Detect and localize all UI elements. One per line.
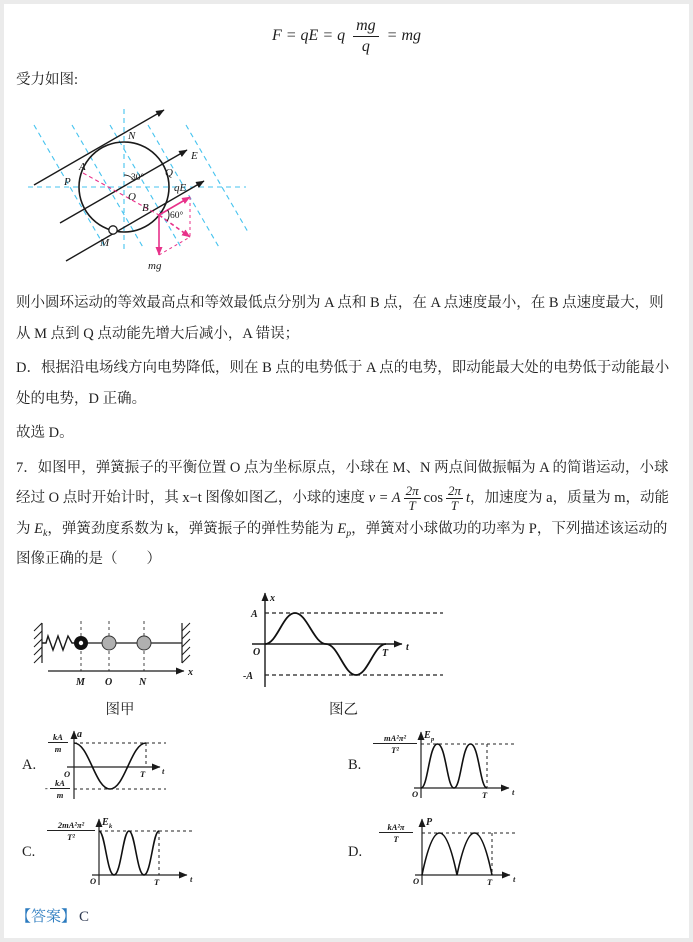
option-c-axis-base: E: [102, 816, 109, 828]
option-c-curve: [99, 831, 159, 875]
figure-yi: [236, 587, 451, 719]
option-c-period: T: [154, 876, 160, 887]
options-row-2: [16, 813, 677, 893]
q7-velocity-lead: v = A: [368, 490, 401, 507]
option-c-graph: [43, 813, 218, 893]
q7-frac2-num: 2π: [448, 482, 462, 498]
analysis-paragraph-d: D．根据沿电场线方向电势降低，则在 B 点的电势低于 A 点的电势，即动能最大处的电势低于动能最小处的电势，D 正确。: [16, 360, 670, 407]
option-c-dashed-lines: [99, 831, 193, 875]
option-b-label: B.: [348, 757, 362, 774]
option-b-period: T: [482, 789, 488, 800]
yi-nega-label: -A: [243, 670, 253, 682]
q7-ek-symbol: [34, 521, 47, 537]
jia-m-label: M: [76, 676, 85, 688]
option-d-axis-label: P: [426, 816, 433, 828]
formula-top-tail: = mg: [386, 27, 422, 45]
option-c-axis-sub: k: [109, 822, 113, 830]
option-d-graph: [370, 813, 545, 893]
option-c-label: C.: [22, 844, 36, 861]
answer-line: [16, 905, 677, 926]
bead-at-m: [109, 226, 117, 234]
formula-top-lead: F = qE = q: [271, 27, 346, 45]
q7-ep-base: E: [337, 520, 347, 537]
q7-text-2: ，加速度为 a，质量为 m，动能为: [16, 490, 670, 537]
option-a-ymin-den: m: [56, 789, 64, 800]
q7-ek-sub: k: [42, 527, 48, 539]
option-b-origin: O: [412, 788, 419, 799]
label-angle-30: 30°: [131, 173, 145, 184]
q7-fraction-1: [404, 484, 421, 514]
jia-spring: [42, 636, 74, 650]
conclusion-text: 故选 D。: [16, 425, 74, 442]
q7-ep-symbol: [337, 521, 351, 537]
option-d-period: T: [487, 876, 493, 887]
jia-ball-o: [102, 636, 116, 650]
jia-x-label: x: [188, 666, 193, 678]
option-b: [348, 726, 544, 806]
option-a-origin: O: [64, 768, 71, 779]
q7-frac1-den: T: [408, 498, 416, 514]
answer-prefix: 【答案】: [16, 908, 77, 925]
q7-text-3: ，弹簧劲度系数为 k，弹簧振子的弹性势能为: [47, 520, 338, 537]
figure-jia-caption: 图甲: [105, 701, 135, 718]
option-b-curve: [421, 744, 487, 788]
q7-text-1: 7．如图甲，弹簧振子的平衡位置 O 点为坐标原点，小球在 M、N 两点间做振幅为 A 的简谐运动，小球经过 O 点时开始计时，其 x−t 图像如图乙，小球的速度: [16, 459, 669, 507]
figure-yi-graph: [236, 587, 451, 691]
figure-yi-caption: 图乙: [329, 701, 358, 718]
jia-ball-m-center: [79, 640, 83, 644]
option-a-ymin-num: kA: [55, 777, 66, 788]
angle-60-arc: [167, 210, 169, 221]
q7-fraction-2: [446, 484, 463, 514]
yi-a-label: A: [251, 608, 258, 620]
q7-velocity-t: t: [466, 490, 471, 507]
option-a-axis-label: a: [77, 728, 83, 740]
question-7-text: [16, 453, 677, 575]
q7-ep-sub: p: [346, 527, 352, 539]
label-n: N: [128, 130, 136, 143]
formula-top-frac-num: mg: [353, 16, 379, 37]
option-a-ymax-num: kA: [53, 731, 64, 742]
option-b-axis-base: E: [424, 729, 431, 741]
option-d-ymax-den: T: [393, 833, 399, 844]
option-c-taxis: t: [190, 873, 193, 884]
label-mg-vector: mg: [148, 260, 162, 273]
option-c-origin: O: [90, 875, 97, 886]
option-d-dashed-lines: [422, 833, 516, 875]
answer-value: C: [79, 908, 90, 925]
options-row-1: [16, 726, 677, 806]
figure-jia-diagram: [20, 599, 220, 691]
option-a-curve: [74, 743, 146, 789]
label-q: Q: [165, 167, 173, 180]
force-diagram: [26, 99, 251, 284]
option-a-graph: [44, 727, 194, 805]
formula-top-fraction: [353, 16, 379, 57]
option-c-ymax-den: T²: [67, 831, 76, 842]
option-a: [16, 726, 348, 806]
figure-jia: [20, 599, 220, 719]
option-d: [348, 813, 545, 893]
yi-o-label: O: [253, 646, 261, 658]
jia-ball-n: [137, 636, 151, 650]
yi-period-label: T: [382, 647, 389, 659]
option-d-taxis: t: [513, 873, 516, 884]
formula-top-frac-den: q: [361, 38, 370, 55]
option-d-ymax-num: kA²π: [387, 821, 405, 832]
label-b: B: [142, 202, 149, 215]
option-b-dashed-lines: [421, 744, 517, 788]
jia-o-label: O: [105, 676, 113, 688]
option-b-taxis: t: [512, 786, 515, 797]
label-m: M: [100, 237, 110, 250]
option-a-label: A.: [22, 757, 37, 774]
q7-frac1-num: 2π: [405, 482, 419, 498]
q7-text-4: ，弹簧对小球做功的功率为 P，下列描述该运动的图像正确的是（ ）: [16, 520, 668, 568]
option-a-ymax-den: m: [54, 743, 62, 754]
jia-n-label: N: [139, 676, 147, 688]
option-d-origin: O: [413, 875, 420, 886]
q7-frac2-den: T: [450, 498, 459, 514]
force-vectors-at-b: [159, 197, 190, 255]
option-a-minus: -: [45, 782, 48, 793]
yi-t-label: t: [406, 641, 409, 653]
option-b-axis-sub: p: [431, 735, 435, 743]
q7-cos: cos: [423, 490, 443, 507]
option-c-ymax-num: 2mA²π²: [58, 819, 85, 830]
label-qe-vector: qE: [174, 182, 187, 195]
yi-x-label: x: [270, 592, 275, 604]
option-b-graph: [369, 726, 544, 806]
force-caption: 受力如图:: [16, 72, 79, 88]
option-a-period: T: [140, 768, 146, 779]
q7-ek-base: E: [34, 520, 43, 537]
label-a: A: [79, 161, 86, 174]
formula-top: [16, 16, 677, 57]
option-c: [16, 813, 348, 893]
label-o: O: [128, 191, 136, 204]
option-b-ymax-den: T²: [391, 744, 400, 755]
label-angle-60: 60°: [170, 211, 184, 222]
label-e: E: [191, 150, 198, 163]
option-d-curve: [422, 833, 492, 875]
figures-row: [20, 587, 677, 719]
option-b-ymax-num: mA²π²: [384, 732, 407, 743]
option-d-label: D.: [348, 844, 363, 861]
label-p: P: [64, 176, 71, 189]
option-a-taxis: t: [162, 765, 165, 776]
analysis-paragraph-a: 则小圆环运动的等效最高点和等效最低点分别为 A 点和 B 点，在 A 点速度最小，在 B 点速度最大，则从 M 点到 Q 点动能先增大后减小，A 错误；: [16, 295, 664, 342]
